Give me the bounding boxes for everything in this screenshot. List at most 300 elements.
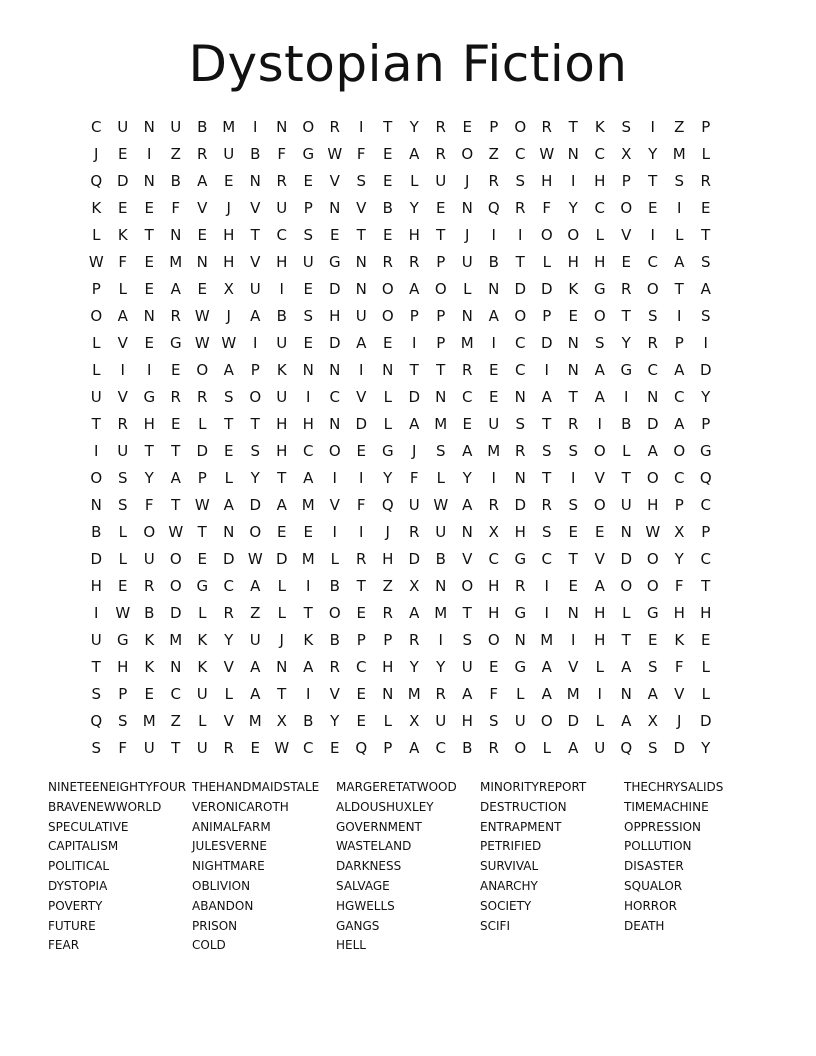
grid-letter: O bbox=[249, 388, 262, 406]
grid-letter: E bbox=[489, 658, 499, 676]
word-item: ANIMALFARM bbox=[192, 819, 271, 834]
grid-letter: V bbox=[594, 550, 605, 568]
grid-letter: R bbox=[700, 172, 711, 190]
grid-letter: T bbox=[171, 442, 181, 460]
grid-letter: S bbox=[700, 307, 711, 325]
grid-letter: O bbox=[646, 550, 659, 568]
grid-letter: Y bbox=[568, 199, 578, 217]
grid-letter: L bbox=[701, 685, 710, 703]
grid-letter: A bbox=[462, 685, 473, 703]
grid-letter: Z bbox=[170, 145, 181, 163]
grid-letter: Q bbox=[487, 199, 500, 217]
grid-letter: E bbox=[303, 172, 313, 190]
grid-letter: E bbox=[701, 631, 711, 649]
grid-letter: R bbox=[197, 388, 208, 406]
grid-letter: E bbox=[621, 253, 631, 271]
word-item: VERONICAROTH bbox=[192, 799, 289, 814]
grid-letter: I bbox=[491, 469, 496, 487]
grid-letter: U bbox=[302, 253, 314, 271]
grid-letter: R bbox=[276, 172, 287, 190]
grid-letter: O bbox=[620, 199, 633, 217]
grid-letter: K bbox=[144, 658, 155, 676]
grid-letter: N bbox=[620, 523, 632, 541]
grid-letter: V bbox=[621, 226, 632, 244]
grid-letter: Y bbox=[409, 118, 419, 136]
word-item: NINETEENEIGHTYFOUR bbox=[48, 780, 187, 794]
grid-letter: A bbox=[409, 604, 420, 622]
grid-letter: K bbox=[197, 658, 208, 676]
grid-letter: H bbox=[276, 442, 288, 460]
grid-letter: A bbox=[250, 658, 261, 676]
grid-letter: O bbox=[646, 577, 659, 595]
grid-letter: J bbox=[226, 307, 231, 325]
grid-letter: T bbox=[515, 253, 525, 271]
grid-letter: I bbox=[306, 577, 311, 595]
word-item: OPPRESSION bbox=[624, 819, 702, 834]
grid-letter: O bbox=[143, 523, 156, 541]
grid-letter: B bbox=[462, 739, 473, 757]
grid-letter: Z bbox=[250, 604, 261, 622]
grid-letter: I bbox=[253, 118, 258, 136]
grid-letter: I bbox=[332, 469, 337, 487]
grid-letter: M bbox=[169, 253, 183, 271]
grid-letter: P bbox=[674, 334, 684, 352]
grid-letter: Y bbox=[621, 334, 631, 352]
grid-letter: V bbox=[462, 550, 473, 568]
grid-letter: I bbox=[544, 577, 549, 595]
grid-letter: F bbox=[489, 685, 499, 703]
grid-letter: P bbox=[356, 631, 366, 649]
grid-letter: P bbox=[701, 118, 711, 136]
grid-letter: L bbox=[224, 685, 233, 703]
grid-row bbox=[83, 141, 733, 168]
grid-letter: E bbox=[330, 226, 340, 244]
grid-letter: O bbox=[593, 442, 606, 460]
grid-letter: P bbox=[436, 307, 446, 325]
grid-letter: W bbox=[247, 550, 263, 568]
grid-letter: A bbox=[250, 685, 261, 703]
grid-letter: H bbox=[594, 604, 606, 622]
grid-letter: E bbox=[171, 361, 181, 379]
grid-letter: R bbox=[435, 685, 446, 703]
grid-letter: F bbox=[144, 496, 154, 514]
word-item: NIGHTMARE bbox=[192, 859, 265, 874]
grid-letter: W bbox=[194, 307, 210, 325]
grid-letter: N bbox=[329, 199, 341, 217]
grid-letter: E bbox=[383, 334, 393, 352]
grid-letter: E bbox=[568, 307, 578, 325]
grid-letter: O bbox=[514, 118, 527, 136]
grid-letter: N bbox=[567, 145, 579, 163]
grid-letter: I bbox=[597, 415, 602, 433]
grid-letter: O bbox=[328, 604, 341, 622]
grid-letter: R bbox=[409, 253, 420, 271]
grid-letter: M bbox=[248, 712, 262, 730]
grid-letter: R bbox=[515, 577, 526, 595]
word-column bbox=[336, 778, 480, 956]
grid-letter: A bbox=[647, 685, 658, 703]
grid-letter: T bbox=[144, 226, 154, 244]
word-item: SALVAGE bbox=[336, 878, 390, 893]
grid-letter: B bbox=[276, 307, 287, 325]
grid-letter: H bbox=[594, 631, 606, 649]
grid-letter: I bbox=[359, 523, 364, 541]
grid-letter: J bbox=[465, 172, 470, 190]
grid-letter: M bbox=[566, 685, 580, 703]
grid-letter: A bbox=[170, 280, 181, 298]
grid-letter: B bbox=[303, 712, 314, 730]
grid-row bbox=[83, 222, 733, 249]
grid-letter: F bbox=[277, 145, 287, 163]
grid-letter: E bbox=[224, 172, 234, 190]
grid-letter: R bbox=[409, 631, 420, 649]
grid-letter: M bbox=[434, 604, 448, 622]
grid-letter: L bbox=[198, 415, 207, 433]
word-item: BRAVENEWWORLD bbox=[48, 799, 162, 814]
grid-letter: T bbox=[277, 685, 287, 703]
grid-letter: R bbox=[170, 388, 181, 406]
grid-letter: N bbox=[143, 307, 155, 325]
grid-letter: C bbox=[541, 550, 552, 568]
grid-letter: G bbox=[646, 604, 659, 622]
grid-letter: E bbox=[277, 523, 287, 541]
grid-letter: A bbox=[356, 334, 367, 352]
grid-letter: P bbox=[118, 685, 128, 703]
grid-letter: S bbox=[91, 739, 102, 757]
word-item: POLLUTION bbox=[624, 839, 692, 854]
grid-letter: U bbox=[594, 739, 606, 757]
grid-letter: R bbox=[144, 577, 155, 595]
grid-letter: T bbox=[144, 442, 154, 460]
grid-letter: R bbox=[223, 604, 234, 622]
grid-letter: S bbox=[568, 442, 579, 460]
grid-letter: O bbox=[249, 523, 262, 541]
grid-letter: Z bbox=[382, 577, 393, 595]
grid-letter: D bbox=[408, 550, 421, 568]
grid-letter: X bbox=[276, 712, 287, 730]
grid-letter: D bbox=[514, 280, 527, 298]
grid-letter: E bbox=[383, 172, 393, 190]
grid-letter: B bbox=[250, 145, 261, 163]
grid-letter: D bbox=[196, 442, 209, 460]
grid-letter: A bbox=[409, 280, 420, 298]
grid-letter: T bbox=[568, 118, 578, 136]
grid-letter: V bbox=[594, 469, 605, 487]
grid-letter: D bbox=[328, 334, 341, 352]
grid-letter: U bbox=[196, 685, 208, 703]
grid-letter: V bbox=[197, 199, 208, 217]
word-item: POVERTY bbox=[48, 898, 103, 913]
grid-letter: P bbox=[383, 631, 393, 649]
grid-letter: S bbox=[647, 658, 658, 676]
grid-letter: N bbox=[435, 577, 447, 595]
grid-letter: O bbox=[673, 442, 686, 460]
grid-letter: W bbox=[115, 604, 131, 622]
grid-row bbox=[83, 654, 733, 681]
grid-letter: U bbox=[461, 253, 473, 271]
grid-letter: Y bbox=[674, 550, 684, 568]
grid-letter: X bbox=[223, 280, 234, 298]
grid-letter: T bbox=[171, 739, 181, 757]
grid-letter: E bbox=[489, 361, 499, 379]
grid-letter: S bbox=[541, 523, 552, 541]
grid-letter: F bbox=[171, 199, 181, 217]
grid-row bbox=[83, 627, 733, 654]
grid-letter: I bbox=[571, 631, 576, 649]
grid-letter: S bbox=[91, 685, 102, 703]
grid-letter: R bbox=[382, 253, 393, 271]
grid-letter: N bbox=[461, 307, 473, 325]
grid-letter: A bbox=[541, 388, 552, 406]
grid-letter: L bbox=[330, 550, 339, 568]
grid-letter: Z bbox=[674, 118, 685, 136]
grid-letter: R bbox=[223, 739, 234, 757]
grid-row bbox=[83, 330, 733, 357]
grid-letter: K bbox=[144, 631, 155, 649]
word-item: MINORITYREPORT bbox=[480, 780, 587, 794]
grid-letter: J bbox=[465, 226, 470, 244]
grid-letter: H bbox=[276, 415, 288, 433]
grid-letter: H bbox=[276, 253, 288, 271]
grid-letter: B bbox=[91, 523, 102, 541]
grid-row bbox=[83, 573, 733, 600]
grid-letter: U bbox=[355, 307, 367, 325]
grid-letter: A bbox=[276, 496, 287, 514]
grid-letter: L bbox=[92, 334, 101, 352]
grid-letter: K bbox=[117, 226, 128, 244]
grid-letter: A bbox=[462, 496, 473, 514]
grid-letter: I bbox=[94, 604, 99, 622]
grid-letter: L bbox=[542, 253, 551, 271]
grid-letter: H bbox=[302, 415, 314, 433]
grid-letter: E bbox=[144, 199, 154, 217]
grid-letter: I bbox=[571, 469, 576, 487]
grid-letter: D bbox=[328, 280, 341, 298]
grid-letter: D bbox=[90, 550, 103, 568]
grid-letter: E bbox=[383, 145, 393, 163]
grid-letter: S bbox=[515, 172, 526, 190]
grid-letter: X bbox=[621, 145, 632, 163]
grid-letter: S bbox=[488, 712, 499, 730]
grid-letter: A bbox=[594, 361, 605, 379]
grid-letter: C bbox=[303, 442, 314, 460]
grid-letter: U bbox=[620, 496, 632, 514]
grid-letter: V bbox=[223, 712, 234, 730]
grid-letter: A bbox=[621, 658, 632, 676]
grid-letter: T bbox=[621, 307, 631, 325]
grid-letter: K bbox=[303, 631, 314, 649]
grid-letter: A bbox=[568, 739, 579, 757]
grid-letter: C bbox=[356, 658, 367, 676]
grid-letter: I bbox=[677, 307, 682, 325]
grid-letter: I bbox=[120, 361, 125, 379]
grid-letter: J bbox=[677, 712, 682, 730]
grid-letter: T bbox=[648, 172, 658, 190]
grid-letter: A bbox=[674, 253, 685, 271]
grid-letter: H bbox=[223, 226, 235, 244]
grid-letter: T bbox=[356, 226, 366, 244]
grid-letter: F bbox=[674, 658, 684, 676]
grid-letter: I bbox=[332, 523, 337, 541]
grid-letter: F bbox=[356, 145, 366, 163]
grid-letter: V bbox=[223, 658, 234, 676]
grid-letter: P bbox=[489, 118, 499, 136]
word-item: ALDOUSHUXLEY bbox=[336, 799, 434, 814]
grid-letter: O bbox=[90, 469, 103, 487]
word-item: SQUALOR bbox=[624, 878, 683, 893]
grid-letter: E bbox=[224, 442, 234, 460]
grid-letter: E bbox=[568, 577, 578, 595]
grid-letter: U bbox=[435, 523, 447, 541]
grid-letter: G bbox=[514, 658, 527, 676]
grid-letter: N bbox=[647, 388, 659, 406]
grid-letter: U bbox=[249, 631, 261, 649]
grid-letter: L bbox=[224, 469, 233, 487]
grid-letter: N bbox=[302, 361, 314, 379]
grid-letter: L bbox=[92, 361, 101, 379]
grid-letter: D bbox=[699, 361, 712, 379]
grid-letter: H bbox=[90, 577, 102, 595]
grid-letter: N bbox=[514, 388, 526, 406]
grid-letter: N bbox=[329, 415, 341, 433]
grid-letter: D bbox=[222, 550, 235, 568]
grid-letter: A bbox=[197, 172, 208, 190]
grid-letter: E bbox=[595, 523, 605, 541]
grid-letter: A bbox=[250, 577, 261, 595]
grid-letter: H bbox=[143, 415, 155, 433]
grid-letter: R bbox=[329, 118, 340, 136]
grid-letter: A bbox=[594, 577, 605, 595]
grid-letter: O bbox=[646, 469, 659, 487]
grid-row bbox=[83, 276, 733, 303]
grid-letter: T bbox=[568, 550, 578, 568]
grid-letter: E bbox=[144, 253, 154, 271]
grid-letter: U bbox=[117, 442, 129, 460]
word-item: DESTRUCTION bbox=[480, 799, 567, 814]
grid-letter: V bbox=[568, 658, 579, 676]
grid-letter: E bbox=[118, 199, 128, 217]
grid-letter: Y bbox=[701, 388, 711, 406]
grid-letter: S bbox=[568, 496, 579, 514]
grid-letter: S bbox=[462, 631, 473, 649]
grid-letter: W bbox=[194, 334, 210, 352]
word-item: THEHANDMAIDSTALE bbox=[192, 780, 320, 794]
grid-letter: C bbox=[594, 145, 605, 163]
grid-letter: G bbox=[699, 442, 712, 460]
word-item: TIMEMACHINE bbox=[624, 799, 709, 814]
grid-letter: C bbox=[647, 253, 658, 271]
word-item: CAPITALISM bbox=[48, 839, 119, 854]
grid-letter: D bbox=[408, 388, 421, 406]
grid-letter: T bbox=[91, 415, 101, 433]
grid-letter: E bbox=[356, 685, 366, 703]
grid-letter: T bbox=[277, 469, 287, 487]
grid-letter: X bbox=[409, 712, 420, 730]
grid-letter: C bbox=[170, 685, 181, 703]
grid-letter: V bbox=[250, 253, 261, 271]
word-item: ENTRAPMENT bbox=[480, 819, 562, 834]
grid-letter: N bbox=[514, 469, 526, 487]
grid-letter: Q bbox=[90, 172, 103, 190]
grid-letter: R bbox=[621, 280, 632, 298]
grid-letter: E bbox=[144, 685, 154, 703]
word-item: DARKNESS bbox=[336, 859, 402, 874]
grid-letter: E bbox=[489, 388, 499, 406]
grid-letter: E bbox=[303, 523, 313, 541]
word-column bbox=[480, 778, 624, 956]
grid-letter: U bbox=[223, 145, 235, 163]
grid-letter: C bbox=[647, 361, 658, 379]
grid-letter: Y bbox=[462, 469, 472, 487]
grid-letter: G bbox=[143, 388, 156, 406]
grid-letter: T bbox=[542, 469, 552, 487]
letter-grid bbox=[83, 114, 733, 762]
grid-letter: C bbox=[329, 388, 340, 406]
grid-letter: T bbox=[250, 226, 260, 244]
grid-letter: G bbox=[593, 280, 606, 298]
grid-letter: R bbox=[515, 199, 526, 217]
grid-letter: N bbox=[514, 631, 526, 649]
grid-letter: O bbox=[540, 712, 553, 730]
grid-letter: I bbox=[359, 118, 364, 136]
grid-letter: C bbox=[515, 334, 526, 352]
grid-letter: E bbox=[197, 280, 207, 298]
grid-letter: Y bbox=[330, 712, 340, 730]
grid-letter: L bbox=[595, 712, 604, 730]
grid-letter: B bbox=[170, 172, 181, 190]
word-column bbox=[48, 778, 192, 956]
grid-letter: S bbox=[117, 712, 128, 730]
grid-letter: Y bbox=[648, 145, 658, 163]
grid-letter: I bbox=[677, 199, 682, 217]
grid-letter: A bbox=[409, 739, 420, 757]
grid-letter: O bbox=[646, 280, 659, 298]
grid-letter: O bbox=[196, 361, 209, 379]
grid-letter: R bbox=[117, 415, 128, 433]
grid-letter: E bbox=[568, 523, 578, 541]
grid-letter: H bbox=[567, 253, 579, 271]
grid-letter: F bbox=[118, 253, 128, 271]
grid-letter: L bbox=[516, 685, 525, 703]
grid-letter: K bbox=[594, 118, 605, 136]
grid-letter: F bbox=[542, 199, 552, 217]
grid-letter: E bbox=[303, 280, 313, 298]
grid-letter: S bbox=[621, 118, 632, 136]
grid-row bbox=[83, 249, 733, 276]
grid-letter: P bbox=[436, 253, 446, 271]
grid-letter: C bbox=[515, 361, 526, 379]
grid-letter: I bbox=[703, 334, 708, 352]
grid-letter: D bbox=[620, 550, 633, 568]
grid-letter: H bbox=[700, 604, 712, 622]
grid-letter: T bbox=[91, 658, 101, 676]
grid-letter: S bbox=[647, 739, 658, 757]
grid-letter: M bbox=[540, 631, 554, 649]
word-item: POLITICAL bbox=[48, 859, 110, 874]
grid-letter: U bbox=[488, 415, 500, 433]
grid-letter: S bbox=[435, 442, 446, 460]
grid-letter: D bbox=[699, 712, 712, 730]
grid-letter: E bbox=[144, 280, 154, 298]
grid-letter: D bbox=[249, 496, 262, 514]
grid-row bbox=[83, 195, 733, 222]
grid-letter: S bbox=[117, 469, 128, 487]
grid-letter: S bbox=[594, 334, 605, 352]
grid-letter: X bbox=[647, 712, 658, 730]
grid-letter: I bbox=[597, 685, 602, 703]
grid-letter: V bbox=[117, 334, 128, 352]
grid-letter: Y bbox=[250, 469, 260, 487]
